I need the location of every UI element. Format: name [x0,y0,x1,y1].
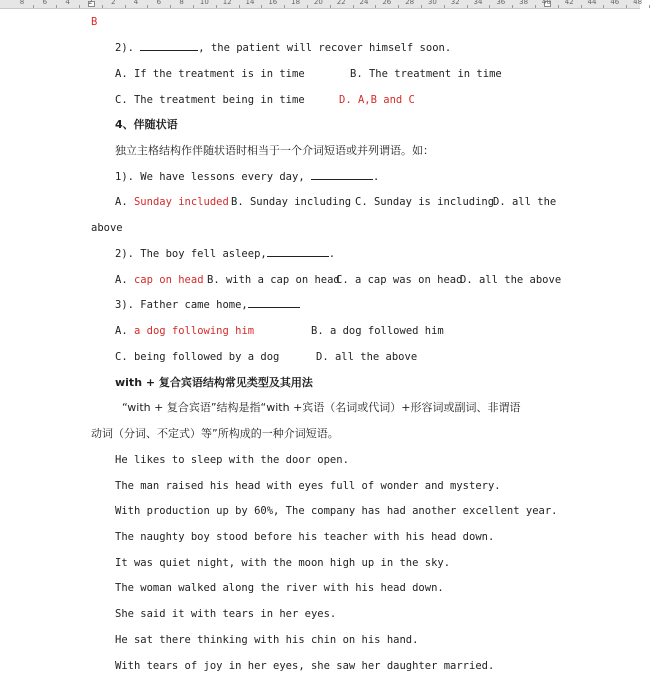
answer-blank [311,170,373,180]
ruler-label: 36 [496,0,506,6]
section-4-title: 4、伴随状语 [115,118,178,131]
ruler-label: 26 [382,0,392,6]
example-sentence: He sat there thinking with his chin on his hand. [115,634,419,646]
question-2a-option-a: A. If the treatment is in time [115,68,305,80]
ruler-label: 14 [245,0,255,6]
example-sentence: It was quiet night, with the moon high up in the sky. [115,557,451,569]
ruler-label: 32 [450,0,460,6]
ruler-label: 8 [179,0,184,6]
ruler-label: 24 [359,0,369,6]
ruler-label: 46 [610,0,620,6]
question-2a-option-d: D. A,B and C [339,94,415,106]
question-3-option-a: A. a dog following him [115,325,255,337]
question-2b-stem: 2). The boy fell asleep, . [115,248,336,260]
ruler-label: 12 [222,0,232,6]
question-2b-option-a: A. cap on head [115,274,204,286]
question-2a-option-c: C. The treatment being in time [115,94,305,106]
question-1-stem: 1). We have lessons every day, . [115,171,380,183]
answer-blank [248,298,300,308]
question-3-option-b: B. a dog followed him [311,325,444,337]
question-1-option-a: A. Sunday included [115,196,229,208]
ruler-label: 4 [133,0,139,6]
example-sentence: The woman walked along the river with his head down. [115,582,444,594]
example-sentence: He likes to sleep with the door open. [115,454,349,466]
question-2b-option-d: D. all the above [460,274,562,286]
question-1-option-d: D. all the [493,196,557,208]
question-1-option-b: B. Sunday including [231,196,352,208]
question-2a-stem: 2). , the patient will recover himself soon. [115,42,452,54]
with-structure-intro-line-2: 动词（分词、不定式）等”所构成的一种介词短语。 [91,427,339,440]
answer-blank [140,41,198,51]
ruler-label: 38 [519,0,529,6]
question-2b-option-c: C. a cap was on head [336,274,463,286]
ruler-label: 22 [336,0,346,6]
ruler-label: 48 [633,0,643,6]
ruler-label: 20 [313,0,323,6]
question-3-option-d: D. all the above [316,351,418,363]
question-1-option-d-continued: above [91,222,123,234]
ruler-label: 40 [541,0,551,6]
question-3-stem: 3). Father came home, [115,298,300,312]
ruler-label: 34 [473,0,483,6]
ruler-label: 30 [427,0,437,6]
ruler-label: 28 [405,0,415,6]
ruler-label: 2 [88,0,93,6]
previous-answer: B [91,16,98,28]
question-2b-option-b: B. with a cap on head [207,274,340,286]
example-sentence: With production up by 60%, The company has had another excellent year. [115,505,558,517]
ruler-label: 6 [42,0,48,6]
ruler-label: 4 [65,0,70,6]
question-1-option-c: C. Sunday is including [355,196,495,208]
ruler-label: 44 [587,0,597,6]
example-sentence: With tears of joy in her eyes, she saw her daughter married. [115,660,495,672]
ruler-label: 10 [199,0,209,6]
ruler-label: 18 [291,0,301,6]
ruler-label: 16 [268,0,278,6]
document-page[interactable] [0,8,640,672]
answer-blank [267,247,329,257]
ruler-label: 42 [564,0,574,6]
with-structure-intro-line-1: “with + 复合宾语”结构是指“with +宾语（名词或代词）+形容词或副词、非谓语 [122,401,521,414]
with-structure-title: with + 复合宾语结构常见类型及其用法 [115,376,313,389]
ruler-label: 6 [156,0,162,6]
question-2a-option-b: B. The treatment in time [350,68,502,80]
ruler-label: 2 [110,0,116,6]
example-sentence: She said it with tears in her eyes. [115,608,337,620]
section-4-intro: 独立主格结构作伴随状语时相当于一个介词短语或并列谓语。如： [115,144,434,157]
ruler-label: 8 [19,0,25,6]
example-sentence: The naughty boy stood before his teacher with his head down. [115,531,495,543]
question-3-option-c: C. being followed by a dog [115,351,280,363]
example-sentence: The man raised his head with eyes full of wonder and mystery. [115,480,501,492]
